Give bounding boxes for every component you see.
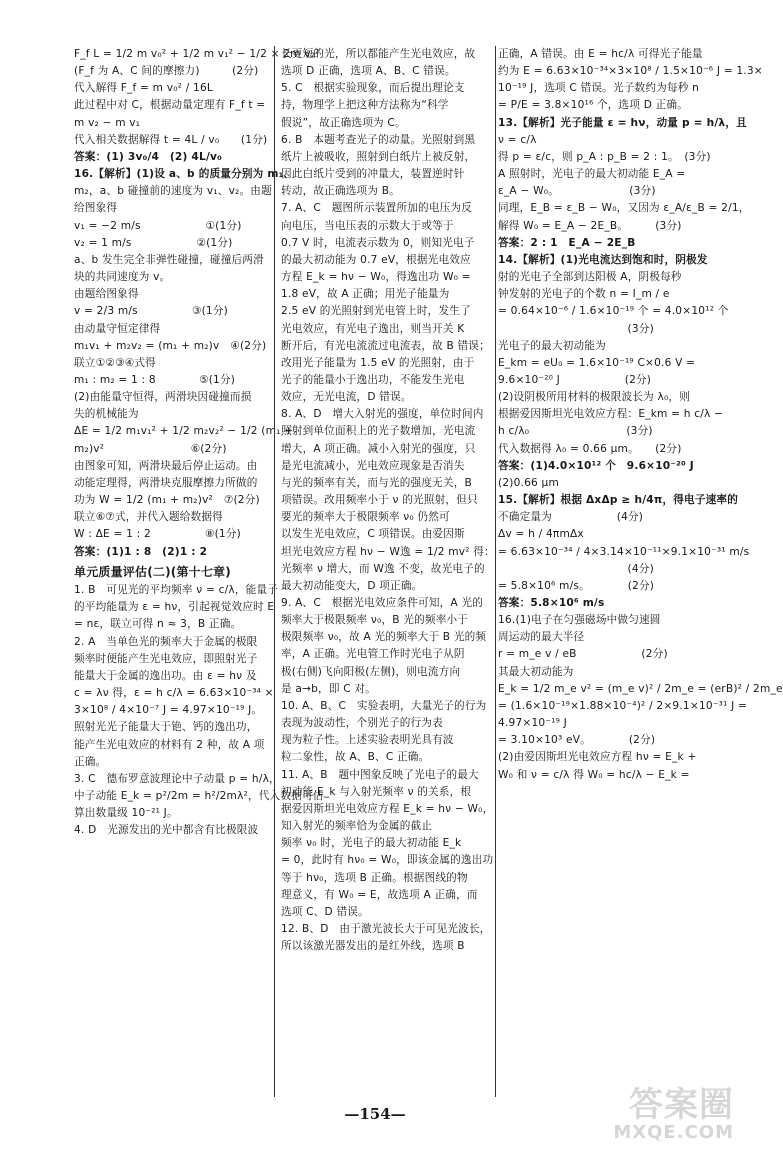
text-line: = 0，此时有 hν₀ = W₀，即该金属的逸出功: [281, 854, 494, 867]
text-line: 的最大初动能为 0.7 eV，根据光电效应: [281, 253, 471, 266]
text-line: 功为 W = 1/2 (m₁ + m₂)v² ⑦(2分): [74, 494, 260, 507]
text-line: = (1.6×10⁻¹⁹×1.88×10⁻⁴)² / 2×9.1×10⁻³¹ J =: [498, 699, 748, 712]
text-line: 10. A、B、C 实验表明，大量光子的行为: [281, 699, 487, 712]
text-line: 11. A、B 题中图象反映了光电子的最大: [281, 768, 479, 781]
text-line: v₂ = 1 m/s ②(1分): [74, 236, 233, 249]
text-line: 此过程中对 C，根据动量定理有 F_f t =: [74, 99, 266, 112]
text-line: = 5.8×10⁶ m/s。 (2分): [498, 579, 655, 592]
text-line: 4.97×10⁻¹⁹ J: [498, 717, 567, 730]
text-line: 由动量守恒定律得: [74, 322, 161, 335]
text-line: 转动，故正确选项为 B。: [281, 185, 400, 198]
text-line: 不确定量为 (4分): [498, 511, 644, 524]
watermark-logo-text: 答案圈: [629, 1085, 734, 1125]
answer-column-middle: [274, 46, 496, 1097]
text-line: E_km = eU₀ = 1.6×10⁻¹⁹ C×0.6 V =: [498, 356, 696, 369]
text-line: 初动能 E_k 与入射光频率 ν 的关系，根: [281, 785, 472, 798]
text-line: 正确。: [74, 755, 107, 768]
text-line: m₁ : m₂ = 1 : 8 ⑤(1分): [74, 373, 236, 386]
text-line: 4. D 光源发出的光中都含有比极限波: [74, 824, 259, 837]
text-line: = 6.63×10⁻³⁴ / 4×3.14×10⁻¹¹×9.1×10⁻³¹ m/s: [498, 545, 750, 558]
text-line: F_f L = 1/2 m v₀² + 1/2 m v₁² − 1/2 × 2m v₂²: [74, 48, 320, 60]
text-line: 失的机械能为: [74, 408, 139, 421]
text-line: 答案：(1)1 : 8 (2)1 : 2: [74, 545, 208, 558]
answer-column-right: [494, 46, 783, 1097]
text-line: 6. B 本题考查光子的动量。光照射到黑: [281, 133, 476, 146]
text-line: c = λν 得，ε = h c/λ = 6.63×10⁻³⁴ ×: [74, 687, 274, 700]
text-line: 照射到单位面积上的光子数增加，光电流: [281, 425, 476, 438]
text-line: 能量大于金属的逸出功。由 ε = hν 及: [74, 669, 257, 682]
text-line: 等于 hν₀，选项 B 正确。根据图线的物: [281, 871, 468, 884]
text-line: 0.7 V 时，电流表示数为 0，则知光电子: [281, 236, 475, 249]
text-line: 光频率 ν 增大，而 W逸 不变，故光电子的: [281, 562, 485, 575]
text-line: 联立①②③④式得: [74, 356, 156, 369]
text-line: = 0.64×10⁻⁶ / 1.6×10⁻¹⁹ 个 = 4.0×10¹² 个: [498, 305, 729, 318]
text-line: 中子动能 E_k = p²/2m = h²/2mλ²，代入数据可估: [74, 790, 324, 802]
page-number: —154—: [344, 1105, 406, 1123]
text-line: 13.【解析】光子能量 ε = hν，动量 p = h/λ，且: [498, 116, 747, 129]
text-line: 表现为波动性，个别光子的行为表: [281, 717, 443, 730]
text-line: 答案：(1) 3v₀/4 (2) 4L/v₀: [74, 150, 222, 163]
answer-column-left: [70, 46, 324, 1097]
text-line: 选项 D 正确，选项 A、B、C 错误。: [281, 65, 456, 78]
text-line: 根据爱因斯坦光电效应方程：E_km = h c/λ −: [498, 408, 724, 421]
text-line: 同理，E_B = ε_B − W₀，又因为 ε_A/ε_B = 2/1，: [498, 202, 750, 215]
text-line: 增大，A 项正确。减小入射光的强度，只: [281, 442, 476, 455]
text-line: 块的共同速度为 v。: [74, 271, 171, 284]
text-line: 8. A、D 增大入射光的强度，单位时间内: [281, 408, 484, 421]
text-line: 单元质量评估(二)(第十七章): [74, 564, 231, 579]
text-line: 正确，A 错误。由 E = hc/λ 可得光子能量: [498, 48, 703, 60]
text-line: 射的光电子全部到达阳极 A，阴极每秒: [498, 271, 682, 284]
text-line: 极限频率 ν₀，故 A 光的频率大于 B 光的频: [281, 631, 487, 644]
text-line: 给图象得: [74, 202, 118, 215]
text-line: 以发生光电效应，C 项错误。由爱因斯: [281, 528, 465, 541]
text-line: 由题给图象得: [74, 288, 139, 301]
text-line: ΔE = 1/2 m₁v₁² + 1/2 m₂v₂² − 1/2 (m₁ +: [74, 425, 294, 438]
text-line: 由图象可知，两滑块最后停止运动。由: [74, 459, 258, 472]
text-line: 假说”，故正确选项为 C。: [281, 116, 406, 129]
text-line: 联立⑥⑦式，并代入题给数据得: [74, 511, 223, 524]
text-line: 效应，无光电流，D 错误。: [281, 391, 412, 404]
text-line: 15.【解析】根据 ΔxΔp ≥ h/4π，得电子速率的: [498, 494, 739, 507]
text-line: 坦光电效应方程 hν − W逸 = 1/2 mv² 得：: [281, 545, 495, 558]
site-watermark: [613, 1087, 734, 1143]
text-line: m₁v₁ + m₂v₂ = (m₁ + m₂)v ④(2分): [74, 339, 267, 352]
text-line: r = m_e v / eB (2分): [498, 648, 668, 661]
text-line: (4分): [498, 562, 654, 575]
text-line: 照射光光子能量大于铯、钙的逸出功，: [74, 721, 258, 734]
text-line: 1.8 eV，故 A 正确；用光子能量为: [281, 288, 450, 301]
text-line: 其最大初动能为: [498, 665, 574, 678]
text-line: 持，物理学上把这种方法称为“科学: [281, 99, 449, 112]
text-line: 选项 C、D 错误。: [281, 905, 369, 918]
text-line: 答案：2 : 1 E_A − 2E_B: [498, 236, 636, 249]
watermark-url-text: MXQE.COM: [613, 1122, 734, 1143]
text-line: 9.6×10⁻²⁰ J (2分): [498, 373, 652, 386]
text-line: 代入解得 F_f = m v₀² / 16L: [74, 82, 214, 95]
text-line: 7. A、C 题图所示装置所加的电压为反: [281, 202, 473, 215]
text-line: h c/λ₀ (3分): [498, 425, 653, 438]
text-line: 5. C 根据实验现象，而后提出理论支: [281, 82, 465, 95]
text-line: 是 a→b，即 C 对。: [281, 682, 376, 695]
text-line: (2)由能量守恒得，两滑块因碰撞而损: [74, 391, 252, 404]
text-line: 最大初动能变大，D 项正确。: [281, 579, 423, 592]
text-line: 现为粒子性。上述实验表明光具有波: [281, 734, 454, 747]
text-line: 率，A 正确。光电管工作时光电子从阴: [281, 648, 465, 661]
text-line: (2)0.66 μm: [498, 476, 560, 489]
text-line: 周运动的最大半径: [498, 631, 585, 644]
text-line: A 照射时，光电子的最大初动能 E_A =: [498, 168, 686, 181]
text-line: 约为 E = 6.63×10⁻³⁴×3×10⁸ / 1.5×10⁻⁶ J = 1.3×: [498, 65, 763, 78]
text-line: 3×10⁸ / 4×10⁻⁷ J = 4.97×10⁻¹⁹ J。: [74, 704, 263, 717]
text-line: = P/E = 3.8×10¹⁶ 个，选项 D 正确。: [498, 99, 689, 112]
text-line: ε_A − W₀。 (3分): [498, 185, 656, 198]
text-line: 知入射光的频率恰为金属的截止: [281, 820, 433, 833]
text-line: 频率大于极限频率 ν₀，B 光的频率小于: [281, 614, 469, 627]
text-line: 能产生光电效应的材料有 2 种，故 A 项: [74, 738, 265, 751]
text-line: v = 2/3 m/s ③(1分): [74, 305, 228, 318]
text-line: 算出数量级 10⁻²¹ J。: [74, 807, 178, 820]
text-line: (3分): [498, 322, 654, 335]
text-line: 理意义，有 W₀ = E，故选项 A 正确，而: [281, 888, 478, 901]
text-line: 钟发射的光电子的个数 n = I_m / e: [498, 288, 670, 301]
text-line: v₁ = −2 m/s ①(1分): [74, 219, 242, 232]
text-line: 频率时便能产生光电效应，即照射光子: [74, 652, 258, 665]
text-line: 极(右侧)飞向阳极(左侧)，则电流方向: [281, 665, 461, 678]
text-line: 3. C 德布罗意波理论中子动量 p = h/λ，: [74, 772, 280, 785]
text-line: 方程 E_k = hν − W₀，得逸出功 W₀ =: [281, 271, 471, 284]
text-line: 向电压，当电压表的示数大于或等于: [281, 219, 454, 232]
text-line: 9. A、C 根据光电效应条件可知，A 光的: [281, 597, 484, 609]
text-line: 改用光子能量为 1.5 eV 的光照射，由于: [281, 356, 475, 369]
text-line: W₀ 和 ν = c/λ 得 W₀ = hc/λ − E_k =: [498, 768, 690, 781]
text-line: 14.【解析】(1)光电流达到饱和时，阴极发: [498, 253, 708, 266]
text-line: m v₂ − m v₁: [74, 116, 141, 129]
text-line: 解得 W₀ = E_A − 2E_B。 (3分): [498, 219, 682, 232]
text-line: 答案：(1)4.0×10¹² 个 9.6×10⁻²⁰ J: [498, 459, 694, 472]
text-line: 16.(1)电子在匀强磁场中做匀速圆: [498, 614, 661, 627]
text-line: 因此白纸片受到的冲量大，装置逆时针: [281, 168, 465, 181]
text-line: 要光的频率大于极限频率 ν₀ 仍然可: [281, 511, 450, 524]
text-line: 纸片上被吸收，照射到白纸片上被反射，: [281, 150, 476, 163]
text-line: 10⁻¹⁹ J，选项 C 错误。光子数约为每秒 n: [498, 82, 699, 95]
text-line: 16.【解析】(1)设 a、b 的质量分别为 m₁、: [74, 168, 295, 181]
text-line: 断开后，有光电流流过电流表，故 B 错误；: [281, 339, 490, 352]
text-line: 代入相关数据解得 t = 4L / v₀ (1分): [74, 133, 268, 146]
text-line: 据爱因斯坦光电效应方程 E_k = hν − W₀，: [281, 802, 494, 815]
text-line: a、b 发生完全非弹性碰撞，碰撞后两滑: [74, 253, 264, 266]
text-line: (2)由爱因斯坦光电效应方程 hν = E_k +: [498, 751, 697, 764]
text-line: 光电效应，有光电子逸出，则当开关 K: [281, 322, 465, 335]
text-line: 光子的能量小于逸出功，不能发生光电: [281, 373, 465, 386]
text-line: 与光的频率有关，而与光的强度无关，B: [281, 476, 472, 489]
text-line: = 3.10×10³ eV。 (2分): [498, 734, 656, 747]
text-line: 答案：5.8×10⁶ m/s: [498, 597, 605, 609]
text-line: 所以该激光器发出的是红外线，选项 B: [281, 940, 465, 953]
text-line: 粒二象性，故 A、B、C 正确。: [281, 751, 430, 764]
text-line: 1. B 可见光的平均频率 ν = c/λ，能量子: [74, 584, 279, 597]
text-line: 是光电流减小，光电效应现象是否消失: [281, 459, 465, 472]
text-line: (2)设阴极所用材料的极限波长为 λ₀，则: [498, 391, 690, 404]
text-line: 项错误。改用频率小于 ν 的光照射，但只: [281, 494, 478, 507]
text-line: 2. A 当单色光的频率大于金属的极限: [74, 635, 258, 648]
text-line: W : ΔE = 1 : 2 ⑧(1分): [74, 528, 241, 541]
text-line: 光电子的最大初动能为: [498, 339, 606, 352]
text-line: 12. B、D 由于激光波长大于可见光波长，: [281, 922, 491, 935]
text-line: 的平均能量为 ε = hν，引起视觉效应时 E: [74, 601, 275, 614]
text-line: m₂，a、b 碰撞前的速度为 v₁、v₂。由题: [74, 185, 272, 198]
text-line: 长更短的光，所以都能产生光电效应，故: [281, 48, 476, 60]
text-line: = nε，联立可得 n ≈ 3，B 正确。: [74, 618, 242, 631]
text-line: 频率 ν₀ 时，光电子的最大初动能 E_k: [281, 837, 462, 850]
text-line: 2.5 eV 的光照射到光电管上时，发生了: [281, 305, 471, 318]
text-line: (F_f 为 A、C 间的摩擦力) (2分): [74, 65, 259, 78]
text-line: ν = c/λ: [498, 133, 537, 146]
text-line: 动能定理得，两滑块克服摩擦力所做的: [74, 476, 258, 489]
text-line: Δv = h / 4πmΔx: [498, 528, 584, 541]
text-line: E_k = 1/2 m_e v² = (m_e v)² / 2m_e = (erB)² / 2m_e: [498, 682, 783, 695]
text-line: m₂)v² ⑥(2分): [74, 442, 227, 455]
text-line: 得 p = ε/c，则 p_A : p_B = 2 : 1。 (3分): [498, 150, 711, 163]
text-line: 代入数据得 λ₀ = 0.66 μm。 (2分): [498, 442, 682, 455]
